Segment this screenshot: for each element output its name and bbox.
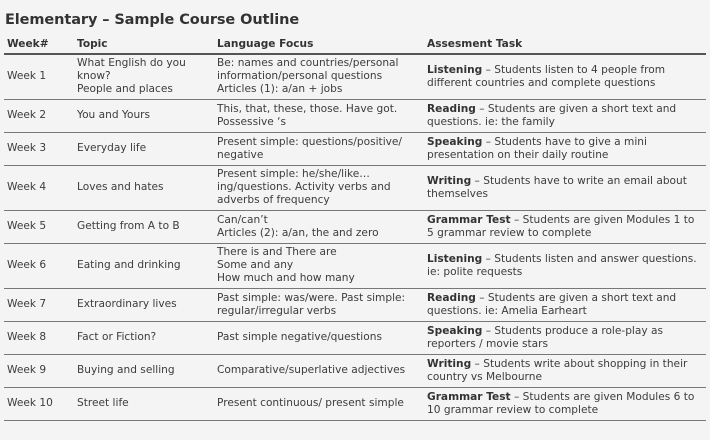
course-outline-table — [4, 37, 706, 421]
table-body — [4, 54, 706, 420]
assessment-task-cell — [424, 387, 706, 420]
language-focus-cell: There is and There are Some and any How much and how many — [214, 243, 424, 288]
task-description: – Students listen and answer questions. ie: polite requests — [427, 252, 697, 278]
task-type: Listening — [427, 63, 483, 76]
task-description: – Students are given a short text and questions. ie: Amelia Earheart — [427, 291, 677, 317]
language-focus-cell: Past simple: was/were. Past simple: regular/irregular verbs — [214, 288, 424, 321]
assessment-task-cell — [424, 354, 706, 387]
assessment-task-cell — [424, 54, 706, 99]
week-cell: Week 5 — [4, 210, 74, 243]
assessment-task-cell — [424, 321, 706, 354]
assessment-task-cell — [424, 210, 706, 243]
task-description: – Students have to give a mini presentation on their daily routine — [427, 135, 647, 161]
topic-cell: Buying and selling — [74, 354, 214, 387]
table-row — [4, 99, 706, 132]
language-focus-cell: Comparative/superlative adjectives — [214, 354, 424, 387]
column-header-topic: Topic — [74, 37, 214, 54]
header-row — [4, 37, 706, 54]
language-focus-cell: Present simple: he/she/like… ing/questions. Activity verbs and adverbs of frequency — [214, 165, 424, 210]
task-type: Grammar Test — [427, 213, 511, 226]
task-description: – Students have to write an email about themselves — [427, 174, 687, 200]
language-focus-cell: This, that, these, those. Have got. Possessive ‘s — [214, 99, 424, 132]
assessment-task-cell — [424, 99, 706, 132]
task-description: – Students produce a role-play as reporters / movie stars — [427, 324, 664, 350]
task-type: Writing — [427, 174, 472, 187]
task-description: – Students are given Modules 1 to 5 grammar review to complete — [427, 213, 695, 239]
topic-cell: Eating and drinking — [74, 243, 214, 288]
week-cell: Week 10 — [4, 387, 74, 420]
task-description: – Students are given Modules 6 to 10 grammar review to complete — [427, 390, 695, 416]
task-description: – Students are given a short text and questions. ie: the family — [427, 102, 677, 128]
task-type: Reading — [427, 291, 476, 304]
task-type: Speaking — [427, 324, 483, 337]
table-row — [4, 354, 706, 387]
language-focus-cell: Past simple negative/questions — [214, 321, 424, 354]
week-cell: Week 6 — [4, 243, 74, 288]
page-title: Elementary – Sample Course Outline — [5, 12, 300, 28]
table-row — [4, 387, 706, 420]
column-header-assessment-task: Assesment Task — [424, 37, 706, 54]
column-header-week: Week# — [4, 37, 74, 54]
topic-cell: Everyday life — [74, 132, 214, 165]
table-row — [4, 321, 706, 354]
table-row — [4, 288, 706, 321]
topic-cell: Street life — [74, 387, 214, 420]
topic-cell: Getting from A to B — [74, 210, 214, 243]
task-description: – Students listen to 4 people from different countries and complete questions — [427, 63, 666, 89]
topic-cell: Extraordinary lives — [74, 288, 214, 321]
table-row — [4, 210, 706, 243]
week-cell: Week 7 — [4, 288, 74, 321]
week-cell: Week 1 — [4, 54, 74, 99]
language-focus-cell: Can/can’t Articles (2): a/an, the and zero — [214, 210, 424, 243]
topic-cell: What English do you know? People and places — [74, 54, 214, 99]
assessment-task-cell — [424, 288, 706, 321]
task-type: Writing — [427, 357, 472, 370]
assessment-task-cell — [424, 165, 706, 210]
table-row — [4, 243, 706, 288]
week-cell: Week 3 — [4, 132, 74, 165]
table-row — [4, 54, 706, 99]
assessment-task-cell — [424, 132, 706, 165]
table-row — [4, 165, 706, 210]
language-focus-cell: Present continuous/ present simple — [214, 387, 424, 420]
week-cell: Week 8 — [4, 321, 74, 354]
task-type: Speaking — [427, 135, 483, 148]
task-type: Grammar Test — [427, 390, 511, 403]
language-focus-cell: Present simple: questions/positive/ negative — [214, 132, 424, 165]
table-row — [4, 132, 706, 165]
table-header — [4, 37, 706, 54]
topic-cell: Loves and hates — [74, 165, 214, 210]
task-type: Reading — [427, 102, 476, 115]
language-focus-cell: Be: names and countries/personal information/personal questions Articles (1): a/an + jobs — [214, 54, 424, 99]
topic-cell: You and Yours — [74, 99, 214, 132]
assessment-task-cell — [424, 243, 706, 288]
task-description: – Students write about shopping in their country vs Melbourne — [427, 357, 688, 383]
topic-cell: Fact or Fiction? — [74, 321, 214, 354]
week-cell: Week 4 — [4, 165, 74, 210]
week-cell: Week 2 — [4, 99, 74, 132]
column-header-language-focus: Language Focus — [214, 37, 424, 54]
week-cell: Week 9 — [4, 354, 74, 387]
task-type: Listening — [427, 252, 483, 265]
